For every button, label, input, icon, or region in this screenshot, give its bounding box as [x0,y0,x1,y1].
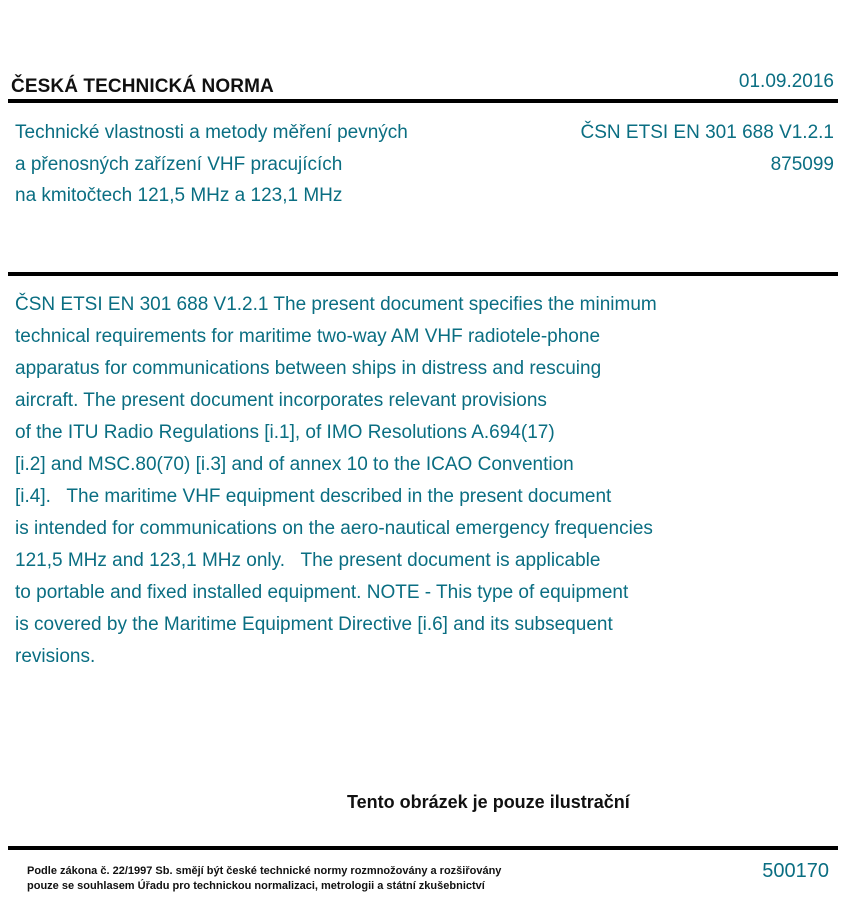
abstract-text [15,289,835,673]
title-line: a přenosných zařízení VHF pracujících [15,153,343,175]
illustration-notice: Tento obrázek je pouze ilustrační [347,792,630,812]
standard-id: ČSN ETSI EN 301 688 V1.2.1 [580,122,834,143]
title-line: Technické vlastnosti a metody měření pevných [15,122,408,143]
abstract-line: [i.4]. The maritime VHF equipment described in the present document [15,486,612,507]
abstract-line: of the ITU Radio Regulations [i.1], of IMO Resolutions A.694(17) [15,422,555,443]
norm-header-title: ČESKÁ TECHNICKÁ NORMA [11,76,274,97]
title-line: na kmitočtech 121,5 MHz a 123,1 MHz [15,185,343,206]
header-divider [8,99,838,103]
abstract-line: 121,5 MHz and 123,1 MHz only. The present document is applicable [15,550,601,571]
catalog-number: 875099 [770,153,834,175]
footer-code: 500170 [762,860,829,882]
abstract-line: revisions. [15,646,96,667]
abstract-line: [i.2] and MSC.80(70) [i.3] and of annex 10 to the ICAO Convention [15,454,574,475]
abstract-line: to portable and fixed installed equipment. NOTE - This type of equipment [15,582,629,603]
legal-line: pouze se souhlasem Úřadu pro technickou normalizaci, metrologii a státní zkušebnictví [27,879,485,892]
abstract-line: ČSN ETSI EN 301 688 V1.2.1 The present document specifies the minimum [15,294,657,315]
abstract-line: is intended for communications on the aero-nautical emergency frequencies [15,518,653,539]
abstract-line: technical requirements for maritime two-way AM VHF radiotele-phone [15,326,601,347]
legal-notice [27,864,501,893]
footer-divider [8,846,838,850]
standard-info [581,117,834,180]
section-divider [8,272,838,276]
legal-line: Podle zákona č. 22/1997 Sb. smějí být české technické normy rozmnožovány a rozšiřovány [27,865,502,877]
abstract-line: aircraft. The present document incorporates relevant provisions [15,390,547,411]
abstract-line: is covered by the Maritime Equipment Directive [i.6] and its subsequent [15,614,613,635]
abstract-line: apparatus for communications between ships in distress and rescuing [15,358,602,379]
document-title [15,117,408,212]
publication-date: 01.09.2016 [738,71,834,92]
